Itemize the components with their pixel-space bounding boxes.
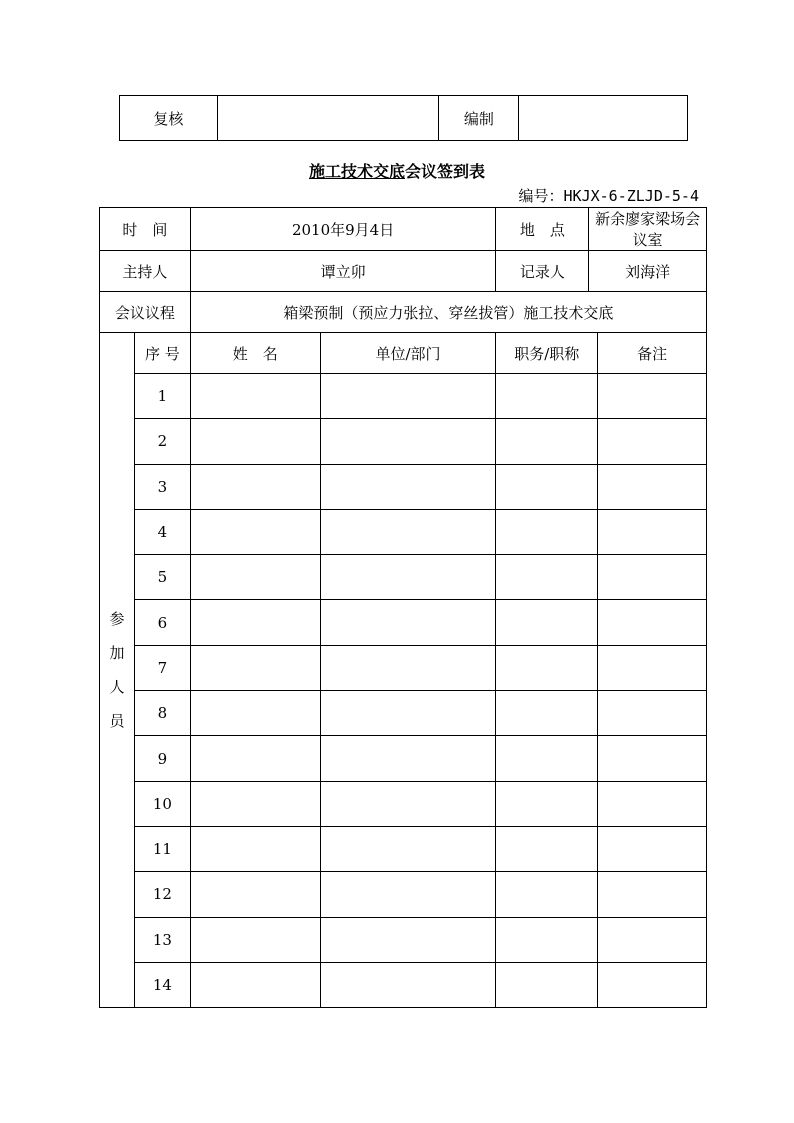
time-label: 时 间	[100, 208, 191, 251]
row-title[interactable]	[496, 691, 598, 736]
row-note[interactable]	[598, 917, 707, 962]
place-value[interactable]: 新余廖家梁场会议室	[595, 210, 701, 249]
row-title[interactable]	[496, 872, 598, 917]
time-value-text: 2010年9月4日	[291, 220, 395, 239]
row-name[interactable]	[190, 645, 320, 690]
row-name[interactable]	[190, 691, 320, 736]
row-title[interactable]	[496, 419, 598, 464]
row-unit[interactable]	[320, 374, 496, 419]
table-row	[100, 464, 707, 509]
row-note[interactable]	[598, 464, 707, 509]
side-char-3: 人	[109, 678, 125, 697]
recorder-cell	[496, 251, 707, 292]
row-unit[interactable]	[320, 736, 496, 781]
row-note[interactable]	[598, 555, 707, 600]
row-unit[interactable]	[320, 917, 496, 962]
document-code	[519, 185, 699, 206]
table-row	[100, 691, 707, 736]
agenda-value[interactable]: 箱梁预制（预应力张拉、穿丝拔管）施工技术交底	[190, 292, 706, 333]
row-name[interactable]	[190, 826, 320, 871]
row-unit[interactable]	[320, 962, 496, 1007]
row-number: 5	[134, 555, 190, 600]
row-number: 8	[134, 691, 190, 736]
row-unit[interactable]	[320, 600, 496, 645]
row-number: 7	[134, 645, 190, 690]
row-title[interactable]	[496, 555, 598, 600]
row-unit[interactable]	[320, 691, 496, 736]
row-unit[interactable]	[320, 555, 496, 600]
side-char-1: 参	[109, 610, 125, 629]
attendee-header-row	[100, 333, 707, 374]
review-label: 复核	[120, 96, 218, 141]
host-recorder-row	[100, 251, 707, 292]
row-note[interactable]	[598, 419, 707, 464]
row-name[interactable]	[190, 736, 320, 781]
row-name[interactable]	[190, 600, 320, 645]
row-title[interactable]	[496, 464, 598, 509]
row-note[interactable]	[598, 781, 707, 826]
row-note[interactable]	[598, 374, 707, 419]
review-value[interactable]	[217, 96, 439, 141]
row-number: 13	[134, 917, 190, 962]
time-value[interactable]	[190, 208, 495, 251]
row-name[interactable]	[190, 555, 320, 600]
row-name[interactable]	[190, 781, 320, 826]
row-unit[interactable]	[320, 509, 496, 554]
recorder-value[interactable]: 刘海洋	[625, 262, 671, 281]
row-title[interactable]	[496, 509, 598, 554]
row-note[interactable]	[598, 736, 707, 781]
row-unit[interactable]	[320, 781, 496, 826]
header-unit: 单位/部门	[320, 333, 496, 374]
compile-label: 编制	[439, 96, 519, 141]
table-row	[100, 419, 707, 464]
title-underlined: 施工技术交底	[308, 162, 405, 181]
compile-value[interactable]	[519, 96, 688, 141]
table-row	[100, 509, 707, 554]
row-title[interactable]	[496, 917, 598, 962]
header-note: 备注	[598, 333, 707, 374]
recorder-label: 记录人	[496, 251, 589, 291]
attendees-side-label	[100, 333, 135, 1008]
row-number: 1	[134, 374, 190, 419]
row-name[interactable]	[190, 509, 320, 554]
table-row	[100, 826, 707, 871]
row-unit[interactable]	[320, 826, 496, 871]
time-place-row	[100, 208, 707, 251]
table-row	[100, 962, 707, 1007]
header-no: 序 号	[134, 333, 190, 374]
row-unit[interactable]	[320, 419, 496, 464]
row-name[interactable]	[190, 872, 320, 917]
row-title[interactable]	[496, 781, 598, 826]
row-name[interactable]	[190, 419, 320, 464]
row-title[interactable]	[496, 962, 598, 1007]
table-row	[100, 736, 707, 781]
row-note[interactable]	[598, 509, 707, 554]
row-number: 4	[134, 509, 190, 554]
agenda-label: 会议议程	[100, 292, 191, 333]
header-title: 职务/职称	[496, 333, 598, 374]
code-value: HKJX-6-ZLJD-5-4	[563, 187, 699, 205]
host-value[interactable]: 谭立卯	[190, 251, 495, 292]
agenda-row	[100, 292, 707, 333]
row-title[interactable]	[496, 374, 598, 419]
row-number: 9	[134, 736, 190, 781]
row-note[interactable]	[598, 872, 707, 917]
place-cell	[496, 208, 707, 251]
sign-in-table	[99, 207, 707, 1008]
code-label: 编号：	[518, 187, 564, 205]
row-note[interactable]	[598, 600, 707, 645]
review-table	[119, 95, 688, 141]
header-name: 姓 名	[190, 333, 320, 374]
row-number: 12	[134, 872, 190, 917]
side-char-4: 员	[109, 712, 125, 731]
row-number: 11	[134, 826, 190, 871]
row-note[interactable]	[598, 826, 707, 871]
row-number: 6	[134, 600, 190, 645]
row-title[interactable]	[496, 645, 598, 690]
row-unit[interactable]	[320, 645, 496, 690]
table-row	[100, 374, 707, 419]
row-name[interactable]	[190, 962, 320, 1007]
side-char-2: 加	[109, 644, 125, 663]
row-number: 14	[134, 962, 190, 1007]
row-note[interactable]	[598, 691, 707, 736]
row-note[interactable]	[598, 962, 707, 1007]
title-rest: 会议签到表	[405, 162, 486, 181]
row-unit[interactable]	[320, 464, 496, 509]
row-title[interactable]	[496, 600, 598, 645]
table-row	[100, 645, 707, 690]
table-row	[100, 872, 707, 917]
table-row	[100, 917, 707, 962]
row-number: 2	[134, 419, 190, 464]
table-row	[100, 781, 707, 826]
row-name[interactable]	[190, 374, 320, 419]
row-number: 3	[134, 464, 190, 509]
table-row	[100, 555, 707, 600]
table-row	[100, 600, 707, 645]
row-title[interactable]	[496, 736, 598, 781]
host-label: 主持人	[100, 251, 191, 292]
row-name[interactable]	[190, 917, 320, 962]
row-number: 10	[134, 781, 190, 826]
page-title	[0, 159, 794, 182]
row-unit[interactable]	[320, 872, 496, 917]
row-title[interactable]	[496, 826, 598, 871]
row-note[interactable]	[598, 645, 707, 690]
place-label: 地 点	[496, 208, 589, 250]
row-name[interactable]	[190, 464, 320, 509]
